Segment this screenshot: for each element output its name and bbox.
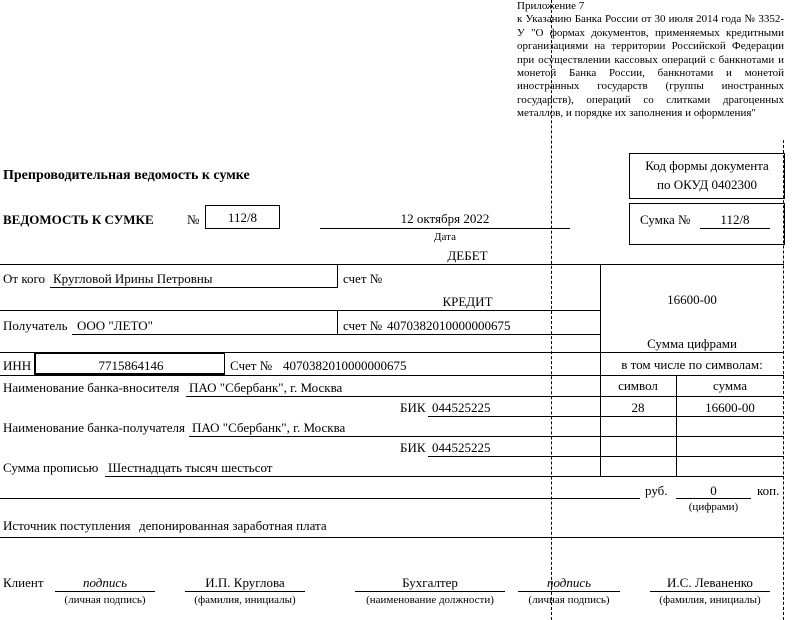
recipient-account-value: 40703820100000006​75 bbox=[387, 318, 511, 333]
client-signature-caption: (личная подпись) bbox=[64, 594, 146, 606]
accountant-name-caption: (фамилия, инициалы) bbox=[659, 594, 761, 606]
bank-recipient-value: ПАО "Сбербанк", г. Москва bbox=[192, 420, 346, 435]
date-caption: Дата bbox=[434, 231, 456, 243]
client-label: Клиент bbox=[3, 575, 44, 590]
form-code-line2: по ОКУД 0402300 bbox=[656, 177, 757, 192]
bank-recipient-bik-label: БИК bbox=[400, 440, 426, 455]
client-name: И.П. Круглова bbox=[205, 575, 285, 590]
from-account-label: счет № bbox=[343, 271, 383, 286]
document-title: Препроводительная ведомость к сумке bbox=[3, 168, 250, 183]
from-value: Кругловой Ирины Петровны bbox=[53, 271, 213, 286]
rub-label: руб. bbox=[645, 483, 668, 498]
inn-value: 7715864146 bbox=[98, 358, 164, 373]
symbols-col-sum: сумма bbox=[712, 378, 748, 393]
statement-number-sign: № bbox=[187, 212, 200, 227]
bank-depositor-value: ПАО "Сбербанк", г. Москва bbox=[189, 380, 343, 395]
statement-label: ВЕДОМОСТЬ К СУМКЕ bbox=[3, 212, 154, 227]
bag-number-label: Сумка № bbox=[640, 212, 691, 227]
amount-digits: 16600-00 bbox=[667, 292, 717, 307]
kop-value: 0 bbox=[710, 483, 717, 498]
sum-words-value: Шестнадцать тысяч шестьсот bbox=[108, 460, 273, 475]
client-name-caption: (фамилия, инициалы) bbox=[194, 594, 296, 606]
inn-account-value: 40703820100000006​75 bbox=[283, 358, 407, 373]
recipient-label: Получатель bbox=[3, 318, 68, 333]
accountant-signature: подпись bbox=[546, 575, 592, 590]
source-value: депонированная заработная плата bbox=[139, 518, 327, 533]
amount-digits-caption: Сумма цифрами bbox=[647, 336, 737, 351]
client-signature: подпись bbox=[82, 575, 128, 590]
symbols-col-symbol: символ bbox=[618, 378, 658, 393]
debit-label: ДЕБЕТ bbox=[447, 248, 488, 263]
accountant-position-caption: (наименование должности) bbox=[366, 594, 494, 606]
appendix-note: Приложение 7 к Указанию Банка России от 30 июля 2014 года № 3352-У "О формах документов, применяемых кредитными организациями на территории Российской Федерации при осуществлении кассовых операций с банкнотами и монетой Банка России, банкнотами и монетой иностранных государств (группы иностранных государств), операций со слитками драгоценных металлов, и порядке их заполнения и оформления" bbox=[517, 0, 784, 120]
accountant-signature-caption: (личная подпись) bbox=[528, 594, 610, 606]
sum-words-label: Сумма прописью bbox=[3, 460, 99, 475]
source-label: Источник поступления bbox=[3, 518, 131, 533]
form-code-line1: Код формы документа bbox=[645, 158, 769, 173]
bag-number: 112/8 bbox=[720, 212, 750, 227]
recipient-account-label: счет № bbox=[343, 318, 383, 333]
symbol-row-sum: 16600-00 bbox=[705, 400, 755, 415]
symbols-caption: в том числе по символам: bbox=[621, 357, 763, 372]
statement-date: 12 октября 2022 bbox=[400, 211, 490, 226]
accountant-position: Бухгалтер bbox=[402, 575, 458, 590]
symbol-row-symbol: 28 bbox=[631, 400, 645, 415]
bank-recipient-label: Наименование банка-получателя bbox=[3, 420, 185, 435]
statement-number: 112/8 bbox=[227, 210, 258, 225]
kop-label: коп. bbox=[757, 483, 780, 498]
accountant-name: И.С. Леваненко bbox=[667, 575, 753, 590]
recipient-value: ООО "ЛЕТО" bbox=[77, 318, 153, 333]
credit-label: КРЕДИТ bbox=[442, 294, 493, 309]
from-label: От кого bbox=[3, 271, 45, 286]
inn-label: ИНН bbox=[3, 358, 32, 373]
inn-account-label: Счет № bbox=[230, 358, 273, 373]
bank-depositor-bik-value: 044525225 bbox=[432, 400, 491, 415]
bank-depositor-label: Наименование банка-вносителя bbox=[3, 380, 180, 395]
bank-depositor-bik-label: БИК bbox=[400, 400, 426, 415]
digits-caption: (цифрами) bbox=[688, 501, 739, 513]
bank-recipient-bik-value: 044525225 bbox=[432, 440, 491, 455]
